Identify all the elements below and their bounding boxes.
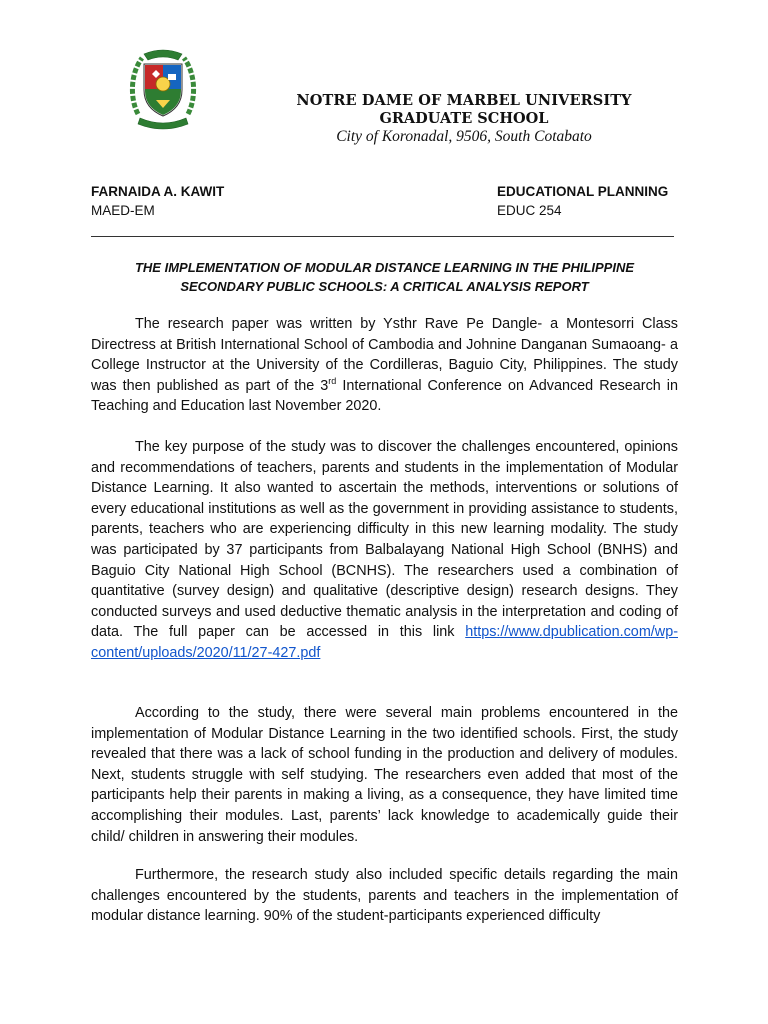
course-code: EDUC 254: [497, 203, 562, 218]
course-title: EDUCATIONAL PLANNING: [497, 184, 669, 199]
graduate-school-name: GRADUATE SCHOOL: [379, 110, 549, 127]
paragraph-challenges: Furthermore, the research study also included specific details regarding the main challenges encountered by the students, parents and teachers in the implementation of modular distance learning. 90% of the student-participants experienced difficulty: [91, 867, 678, 925]
report-title-line-2: SECONDARY PUBLIC SCHOOLS: A CRITICAL ANALYSIS REPORT: [180, 279, 589, 294]
paragraph-authors-text-a: The research paper was written by Ysthr Rave Pe Dangle- a Montesorri Class Directress at British International School of Cambodia and Johnine Danganan Sumaoang- a College Instructor at the University of the Cordilleras, Baguio City, Philippines. The study was then published as part of the 3: [91, 316, 678, 394]
student-name: FARNAIDA A. KAWIT: [91, 184, 225, 199]
paragraph-authors-text-b: International Conference on Advanced Research in Teaching and Education last November 2020.: [91, 377, 678, 415]
paper-link[interactable]: https://www.dpublication.com/wp-content/uploads/2020/11/27-427.pdf: [91, 624, 678, 661]
paragraph-problems: According to the study, there were several main problems encountered in the implementation of Modular Distance Learning in the two identified schools. First, the study revealed that there was a lack of school funding in the production and delivery of modules. Next, students struggle with self studying. The researchers even added that most of the participants help their parents in making a living, as a consequence, they have limited time accomplishing their modules. Last, parents’ lack knowledge to academically guide their child/ children in answering their modules.: [91, 705, 678, 845]
paragraph-authors: [91, 314, 678, 417]
report-title-line-1: THE IMPLEMENTATION OF MODULAR DISTANCE LEARNING IN THE PHILIPPINE: [134, 260, 635, 275]
paragraph-purpose: [91, 437, 678, 664]
paragraph-purpose-text: The key purpose of the study was to discover the challenges encountered, opinions and recommendations of teachers, parents and students in the implementation of Modular Distance Learning. It also wanted to ascertain the methods, interventions or solutions of every educational institutions as well as the government in providing assistance to students, parents, teachers who are experiencing difficulty in this new learning modality. The study was participated by 37 participants from Balbalayang National High School (BNHS) and Baguio City National High School (BCNHS). The researchers used a combination of quantitative (survey design) and qualitative (descriptive design) research designs. They conducted surveys and used deductive thematic analysis in the interpretation and coding of data. The full paper can be accessed in this link: [91, 439, 678, 641]
ordinal-superscript: rd: [328, 375, 337, 386]
university-address: City of Koronadal, 9506, South Cotabato: [336, 128, 592, 145]
header-divider: [91, 236, 674, 237]
student-program: MAED-EM: [91, 203, 155, 218]
report-title: [91, 258, 678, 296]
university-name: NOTRE DAME OF MARBEL UNIVERSITY: [296, 92, 632, 109]
